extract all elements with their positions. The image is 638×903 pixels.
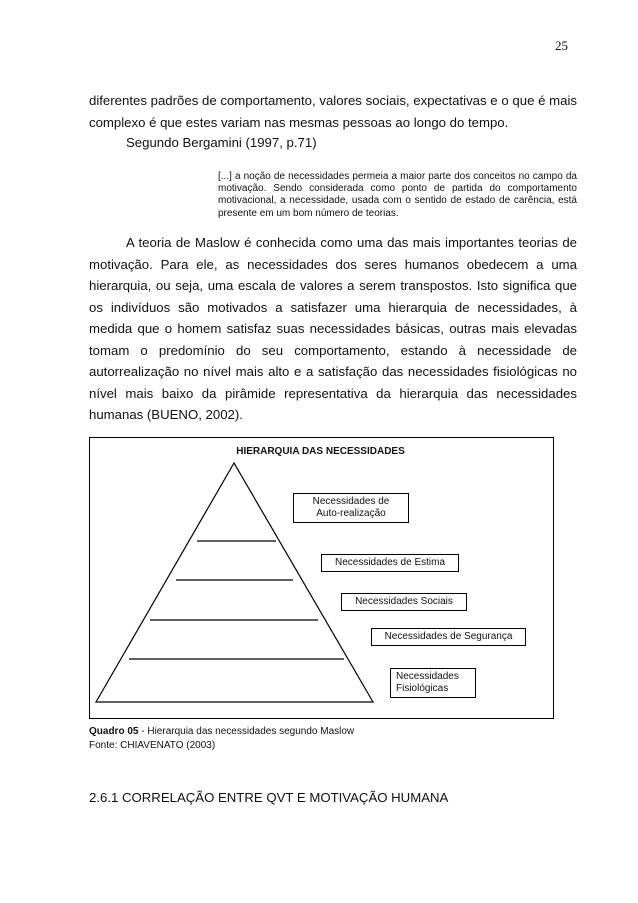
figure-caption bbox=[89, 726, 354, 737]
level-esteem bbox=[321, 554, 459, 572]
level-esteem-line1: Necessidades de Estima bbox=[334, 557, 446, 568]
block-quote: [...] a noção de necessidades permeia a maior parte dos conceitos no campo da motivação. Sendo considerada como ponto de partida do comportamento motivacional, a necessidade, usada com o sentido de estado de carência, está presente em um bom número de teorias. bbox=[218, 171, 577, 219]
level-safety bbox=[371, 628, 526, 646]
level-physiological-line1: Necessidades bbox=[396, 671, 459, 682]
source-label: Fonte: bbox=[89, 740, 118, 751]
paragraph-intro: diferentes padrões de comportamento, valores sociais, expectativas e o que é mais complexo é que estes variam nas mesmas pessoas ao longo do tempo. bbox=[89, 93, 577, 130]
section-heading: 2.6.1 CORRELAÇÃO ENTRE QVT E MOTIVAÇÃO HUMANA bbox=[89, 790, 449, 805]
caption-text: - Hierarquia das necessidades segundo Maslow bbox=[138, 726, 355, 737]
paragraph-maslow: A teoria de Maslow é conhecida como uma das mais importantes teorias de motivação. Para ele, as necessidades dos seres humanos obedecem a uma hierarquia, ou seja, uma escala de valores a serem transpostos. Isto significa que os indivíduos são motivados a satisfazer uma hierarquia de necessidades, à medida que o homem satisfaz suas necessidades básicas, outras mais elevadas tomam o predomínio do seu comportamento, estando à necessidade de autorrealização no nível mais alto e a satisfação das necessidades fisiológicas no nível mais baixo da pirâmide representativa da hierarquia das necessidades humanas (BUENO, 2002). bbox=[89, 235, 577, 422]
level-safety-line1: Necessidades de Segurança bbox=[384, 631, 513, 642]
figure-title: HIERARQUIA DAS NECESSIDADES bbox=[236, 446, 405, 457]
level-social bbox=[341, 593, 467, 611]
level-self-realization-line1: Necessidades de bbox=[312, 496, 390, 507]
caption-label: Quadro 05 bbox=[89, 726, 139, 737]
source-text: CHIAVENATO (2003) bbox=[117, 740, 216, 751]
level-physiological-line2: Fisiológicas bbox=[396, 683, 449, 694]
level-physiological bbox=[390, 668, 476, 698]
level-social-line1: Necessidades Sociais bbox=[355, 596, 453, 607]
page-number: 25 bbox=[555, 38, 568, 53]
level-self-realization-line2: Auto-realização bbox=[316, 508, 386, 519]
figure-source bbox=[89, 740, 215, 751]
citation-intro: Segundo Bergamini (1997, p.71) bbox=[126, 135, 317, 150]
level-self-realization bbox=[293, 493, 409, 523]
